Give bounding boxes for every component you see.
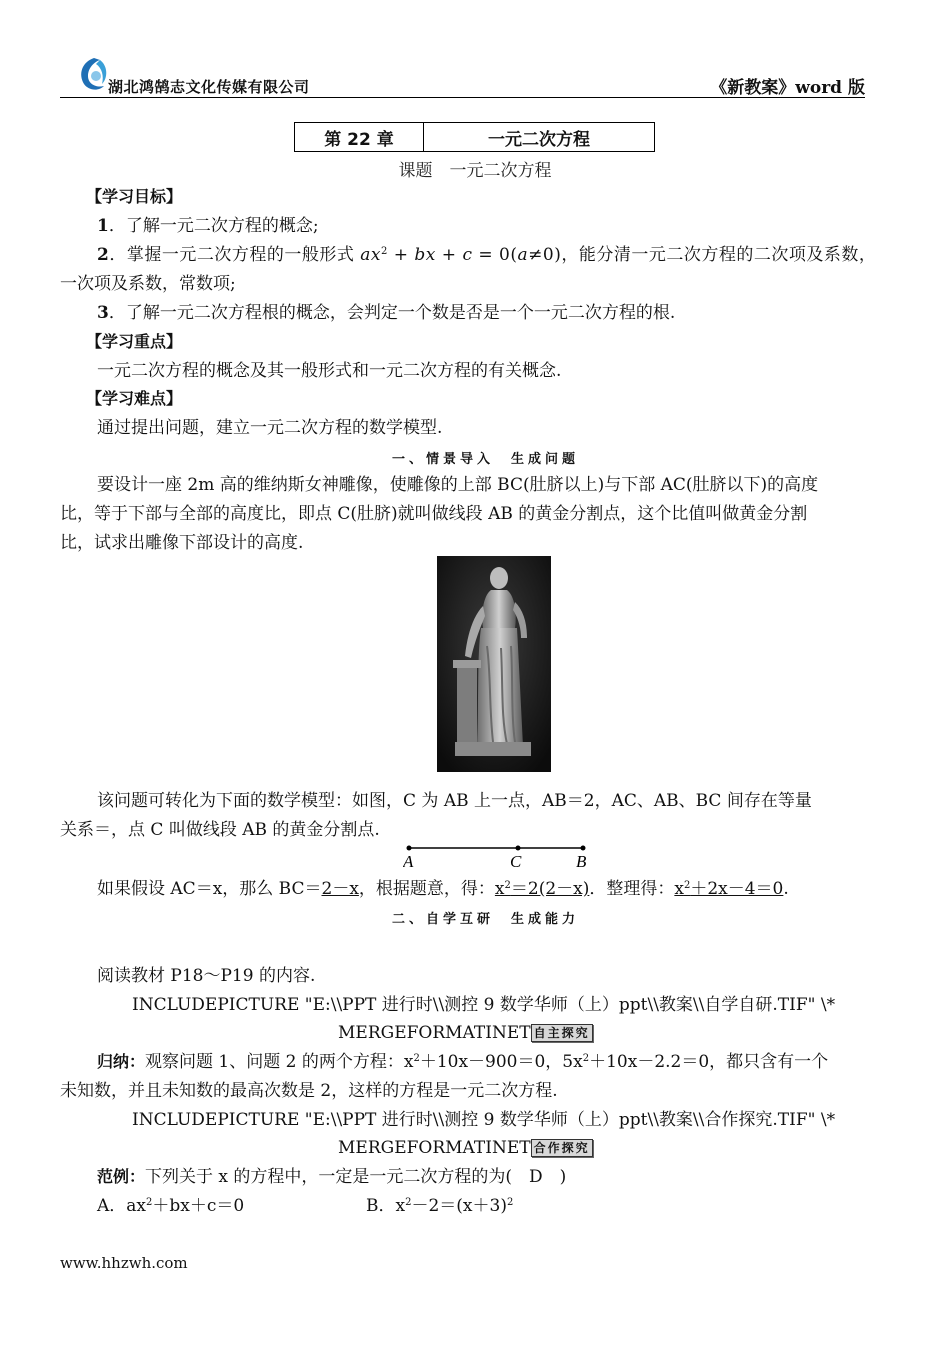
goal-item-2-line2: 一次项及系数，常数项; xyxy=(60,274,236,294)
include-field-2-line1: INCLUDEPICTURE "E:\\PPT 进行时\\测控 9 数学华师（上）ppt\\教案\\合作探究.TIF" \* xyxy=(132,1110,836,1130)
page-header xyxy=(60,56,865,96)
eq1-b: ＝2(2－x) xyxy=(510,879,590,899)
self-study-stamp: 自主探究 xyxy=(531,1024,593,1042)
option-b: B．$x^2-2=(x+3)^2$ xyxy=(366,1196,514,1216)
summary-l1-a: 观察问题 1、问题 2 的两个方程：x xyxy=(145,1052,414,1072)
formula-c: c xyxy=(462,245,473,265)
company-name: 湖北鸿鹄志文化传媒有限公司 xyxy=(108,78,310,96)
section1-p2-line2: 关系＝，点 C 叫做线段 AB 的黄金分割点. xyxy=(60,820,380,840)
goal-item-1-text: ．了解一元二次方程的概念; xyxy=(108,216,319,236)
option-b-pre: B．x xyxy=(366,1196,406,1216)
venus-statue-image xyxy=(437,556,551,772)
include-field-2-code: MERGEFORMATINET xyxy=(338,1138,531,1158)
section1-p1-line3: 比，试求出雕像下部设计的高度. xyxy=(60,533,304,553)
label-c: C xyxy=(510,852,522,871)
answer-bc: 2－x xyxy=(321,879,359,899)
example-line xyxy=(97,1166,566,1188)
edition-label: 《新教案》word 版 xyxy=(710,78,865,98)
section1-p3 xyxy=(97,878,789,900)
focus-heading: 【学习重点】 xyxy=(86,332,183,351)
answer-equation-1: $x^2=2(2-x)$ xyxy=(494,879,590,899)
include-field-1-line1: INCLUDEPICTURE "E:\\PPT 进行时\\测控 9 数学华师（上）ppt\\教案\\自学自研.TIF" \* xyxy=(132,995,836,1015)
chapter-table xyxy=(294,122,655,152)
include-field-1-line2 xyxy=(338,1022,593,1044)
p3-end: . xyxy=(783,879,789,899)
formula-eq: = 0( xyxy=(472,245,518,265)
summary-l1-b: ＋10x－900＝0，5x xyxy=(419,1052,583,1072)
formula-bx: bx xyxy=(414,245,436,265)
cooperative-study-stamp: 合作探究 xyxy=(531,1139,593,1157)
chapter-name: 一元二次方程 xyxy=(488,129,590,150)
goal-item-2: 2．掌握一元二次方程的一般形式 $ax^2$ + bx + c = 0(a≠0)，能分清一元二次方程的二次项及系数， xyxy=(97,245,877,265)
difficulty-text: 通过提出问题，建立一元二次方程的数学模型. xyxy=(97,418,443,438)
read-instruction: 阅读教材 P18～P19 的内容. xyxy=(97,966,316,986)
goal-item-3 xyxy=(97,302,675,324)
segment-ab-diagram xyxy=(403,842,589,872)
p3-mid: ，根据题意，得： xyxy=(358,879,495,899)
summary-label: 归纳： xyxy=(97,1052,146,1071)
goal-item-1 xyxy=(97,215,319,237)
focus-text: 一元二次方程的概念及其一般形式和一元二次方程的有关概念. xyxy=(97,361,562,381)
summary-l1-c: ＋10x－2.2＝0，都只含有一个 xyxy=(589,1052,829,1072)
include-field-1-code: MERGEFORMATINET xyxy=(338,1023,531,1043)
formula-ne: ≠0) xyxy=(528,245,562,265)
p3-pre: 如果假设 AC＝x，那么 BC＝ xyxy=(97,879,322,899)
summary-line1: 归纳：观察问题 1、问题 2 的两个方程：$x^2+10x-900=0$，$5x^2+10x-2.2=0$，都只含有一个 xyxy=(97,1052,829,1072)
section2-heading: 二、自学互研 生成能力 xyxy=(392,912,580,927)
company-logo-icon xyxy=(74,56,110,94)
formula-ax: ax xyxy=(360,245,381,265)
goal-item-2-post: ，能分清一元二次方程的二次项及系数， xyxy=(561,245,877,265)
label-b: B xyxy=(576,852,587,871)
point-b xyxy=(581,846,586,851)
eq2-a: x xyxy=(674,879,684,899)
header-divider xyxy=(60,97,865,98)
label-a: A xyxy=(403,852,414,871)
goal-item-3-text: ．了解一元二次方程根的概念，会判定一个数是否是一个一元二次方程的根. xyxy=(108,303,676,323)
goal-item-2-pre: ．掌握一元二次方程的一般形式 xyxy=(109,245,361,265)
section1-p2-line1: 该问题可转化为下面的数学模型：如图，C 为 AB 上一点，AB＝2，AC、AB、BC 间存在等量 xyxy=(97,791,812,811)
difficulty-heading: 【学习难点】 xyxy=(86,389,183,408)
eq2-b: ＋2x－4＝0 xyxy=(690,879,784,899)
answer-equation-2: $x^2+2x-4=0$ xyxy=(674,879,784,899)
section1-heading: 一、情景导入 生成问题 xyxy=(392,452,580,467)
section1-p1-line2: 比，等于下部与全部的高度比，即点 C(肚脐)就叫做线段 AB 的黄金分割点，这个比值叫做黄金分割 xyxy=(60,504,808,524)
include-field-2-line2 xyxy=(338,1137,593,1159)
option-a-pre: A．ax xyxy=(97,1196,146,1216)
footer-url: www.hhzwh.com xyxy=(60,1254,188,1272)
lesson-title: 课题 一元二次方程 xyxy=(398,161,552,181)
option-a: A．$ax^2+bx+c=0$ xyxy=(97,1196,245,1216)
formula-plus-1: + xyxy=(387,245,415,265)
goal-item-2-num: 2 xyxy=(97,245,110,265)
point-c xyxy=(516,846,521,851)
summary-line2: 未知数，并且未知数的最高次数是 2，这样的方程是一元二次方程. xyxy=(60,1081,558,1101)
goal-item-1-num: 1 xyxy=(97,216,109,236)
goals-heading: 【学习目标】 xyxy=(86,187,183,206)
example-label: 范例： xyxy=(97,1167,146,1186)
option-b-mid: －2＝(x＋3) xyxy=(411,1196,507,1216)
point-a xyxy=(407,846,412,851)
eq1-a: x xyxy=(494,879,505,899)
example-text: 下列关于 x 的方程中，一定是一元二次方程的为( D ) xyxy=(145,1167,567,1187)
section1-p1-line1: 要设计一座 2m 高的维纳斯女神雕像，使雕像的上部 BC(肚脐以上)与下部 AC(肚脐以下)的高度 xyxy=(97,475,819,495)
option-a-post: ＋bx＋c＝0 xyxy=(152,1196,245,1216)
chapter-number: 第 22 章 xyxy=(295,123,424,151)
goal-item-3-num: 3 xyxy=(97,303,109,323)
p3-mid2: ．整理得： xyxy=(589,879,675,899)
